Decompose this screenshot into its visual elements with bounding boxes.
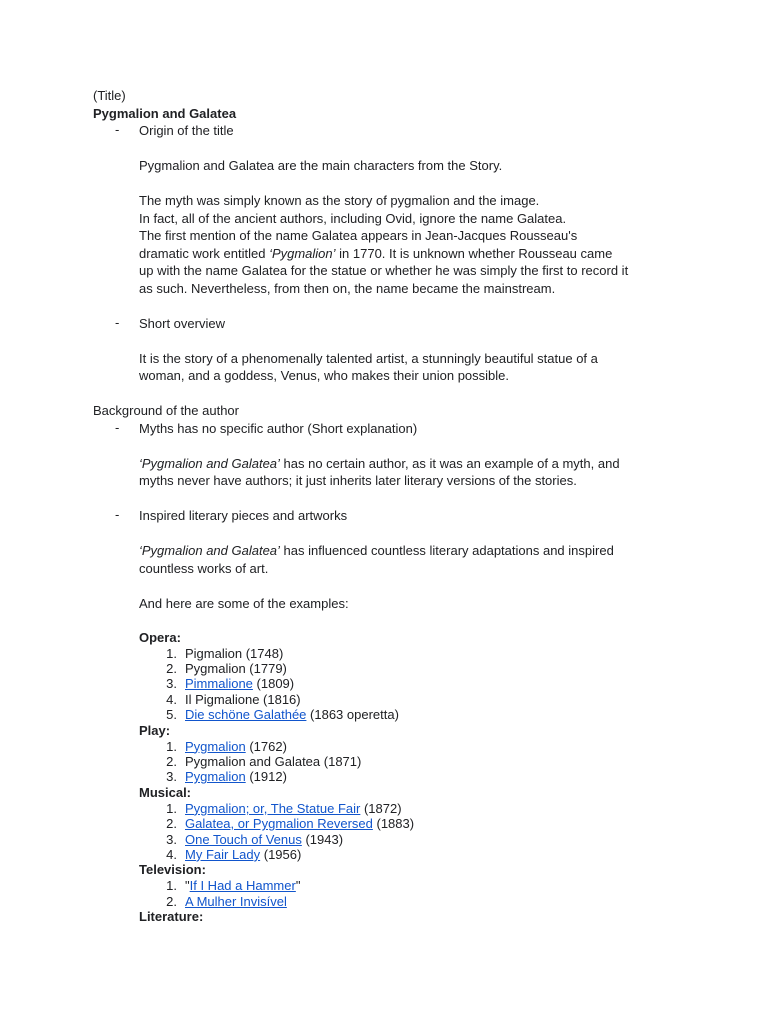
text-run: ": [295, 878, 301, 894]
hyperlink[interactable]: Pygmalion: [185, 769, 246, 785]
category-opera: Opera:: [139, 629, 181, 645]
paragraph-line: myths never have authors; it just inherits later literary versions of the stories.: [139, 473, 577, 488]
text-run: Pygmalion (1779): [185, 660, 287, 676]
paragraph: Pygmalion and Galatea are the main characters from the Story.: [139, 158, 503, 173]
hyperlink[interactable]: Pygmalion: [185, 738, 246, 754]
list-play: [93, 739, 683, 785]
list-item: [93, 816, 683, 831]
list-number: 4.: [166, 846, 177, 862]
list-item-text: [185, 878, 300, 893]
list-number: 1.: [166, 645, 177, 661]
text-run: in 1770. It is unknown whether Rousseau came: [335, 245, 613, 261]
bullet-label: Inspired literary pieces and artworks: [139, 508, 348, 523]
list-item: [93, 754, 683, 769]
bullet-label: Short overview: [139, 315, 225, 331]
list-item: [93, 894, 683, 909]
paragraph-line: [93, 245, 683, 263]
list-item-text: [185, 832, 343, 847]
list-musical: [93, 801, 683, 863]
bullet-dash: -: [115, 314, 120, 330]
list-item-text: [185, 754, 361, 769]
list-number: 1.: [166, 800, 177, 816]
list-opera: [93, 646, 683, 723]
list-number: 5.: [166, 707, 177, 723]
paragraph-line: It is the story of a phenomenally talented artist, a stunningly beautiful statue of a: [139, 350, 598, 366]
list-number: 3.: [166, 831, 177, 847]
paragraph-line: [93, 455, 683, 473]
category-television: Television:: [139, 862, 206, 878]
hyperlink[interactable]: Pygmalion; or, The Statue Fair: [185, 800, 361, 816]
list-item-text: [185, 661, 287, 676]
list-item-text: [185, 739, 287, 754]
text-run: Il Pigmalione (1816): [185, 691, 301, 707]
list-item: [93, 707, 683, 722]
paragraph-line: countless works of art.: [139, 560, 269, 576]
bullet-inspired: [93, 507, 683, 525]
italic-title: ‘Pygmalion and Galatea’: [139, 455, 280, 471]
list-item-text: [185, 646, 283, 661]
paragraph-line: up with the name Galatea for the statue or whether he was simply the first to record it: [139, 263, 629, 278]
text-run: has influenced countless literary adaptations and inspired: [279, 543, 614, 558]
list-item: [93, 801, 683, 816]
paragraph-line: The myth was simply known as the story of pygmalion and the image.: [139, 193, 540, 208]
bullet-origin: [93, 122, 683, 140]
list-number: 4.: [166, 691, 177, 707]
text-run: has no certain author, as it was an example of a myth, and: [279, 455, 620, 471]
hyperlink[interactable]: My Fair Lady: [185, 846, 261, 862]
category-musical: Musical:: [139, 784, 192, 800]
list-item: [93, 739, 683, 754]
list-number: 2.: [166, 893, 177, 909]
bullet-dash: -: [115, 122, 120, 137]
list-item: [93, 878, 683, 893]
italic-title: ‘Pygmalion and Galatea’: [139, 543, 280, 558]
bullet-dash: -: [115, 419, 120, 435]
section-heading: Background of the author: [93, 403, 239, 418]
italic-title: ‘Pygmalion’: [269, 245, 336, 261]
hyperlink[interactable]: One Touch of Venus: [185, 831, 302, 847]
list-item-text: [185, 894, 287, 909]
text-run: (1956): [260, 846, 302, 862]
text-run: (1883): [372, 816, 415, 832]
paragraph: And here are some of the examples:: [139, 595, 349, 611]
hyperlink[interactable]: Die schöne Galathée: [185, 707, 307, 723]
list-number: 1.: [166, 738, 177, 754]
list-number: 2.: [166, 753, 177, 769]
list-item-text: [185, 676, 294, 691]
text-run: dramatic work entitled: [139, 245, 270, 261]
list-item: [93, 676, 683, 691]
text-run: Pygmalion and Galatea (1871): [185, 753, 362, 769]
list-item: [93, 661, 683, 676]
list-item: [93, 769, 683, 784]
hyperlink[interactable]: If I Had a Hammer: [189, 878, 296, 894]
text-run: (1872): [360, 800, 402, 816]
text-run: Pigmalion (1748): [185, 645, 284, 661]
list-item: [93, 692, 683, 707]
document-heading: Pygmalion and Galatea: [93, 105, 237, 121]
list-number: 3.: [166, 769, 177, 785]
list-item-text: [185, 707, 399, 722]
bullet-myths: [93, 420, 683, 438]
list-item-text: [185, 847, 301, 862]
text-run: (1863 operetta): [306, 707, 399, 723]
list-number: 2.: [166, 816, 177, 832]
hyperlink[interactable]: Pimmalione: [185, 676, 253, 692]
list-television: [93, 878, 683, 909]
category-literature: Literature:: [139, 909, 204, 925]
category-play: Play:: [139, 722, 171, 738]
text-run: (1809): [252, 676, 295, 692]
list-number: 2.: [166, 660, 177, 676]
list-item: [93, 646, 683, 661]
hyperlink[interactable]: A Mulher Invisível: [185, 893, 287, 909]
title-tag: (Title): [93, 88, 126, 103]
paragraph-line: In fact, all of the ancient authors, including Ovid, ignore the name Galatea.: [139, 210, 567, 226]
text-run: (1912): [245, 769, 287, 785]
text-run: ": [185, 878, 190, 894]
hyperlink[interactable]: Galatea, or Pygmalion Reversed: [185, 816, 373, 832]
list-item-text: [185, 816, 414, 831]
paragraph-line: woman, and a goddess, Venus, who makes their union possible.: [139, 368, 510, 383]
bullet-dash: -: [115, 507, 120, 522]
list-item: [93, 832, 683, 847]
text-run: (1762): [245, 738, 287, 754]
list-number: 3.: [166, 676, 177, 692]
bullet-label: Origin of the title: [139, 123, 234, 138]
paragraph-line: [93, 542, 683, 560]
bullet-label: Myths has no specific author (Short explanation): [139, 420, 418, 436]
list-item-text: [185, 769, 287, 784]
text-run: (1943): [301, 831, 344, 847]
list-item: [93, 847, 683, 862]
list-item-text: [185, 801, 402, 816]
paragraph-line: as such. Nevertheless, from then on, the name became the mainstream.: [139, 280, 556, 296]
bullet-overview: [93, 315, 683, 333]
list-number: 1.: [166, 878, 177, 894]
document-body: [93, 87, 683, 925]
list-item-text: [185, 692, 301, 707]
paragraph-line: The first mention of the name Galatea appears in Jean-Jacques Rousseau's: [139, 228, 578, 243]
